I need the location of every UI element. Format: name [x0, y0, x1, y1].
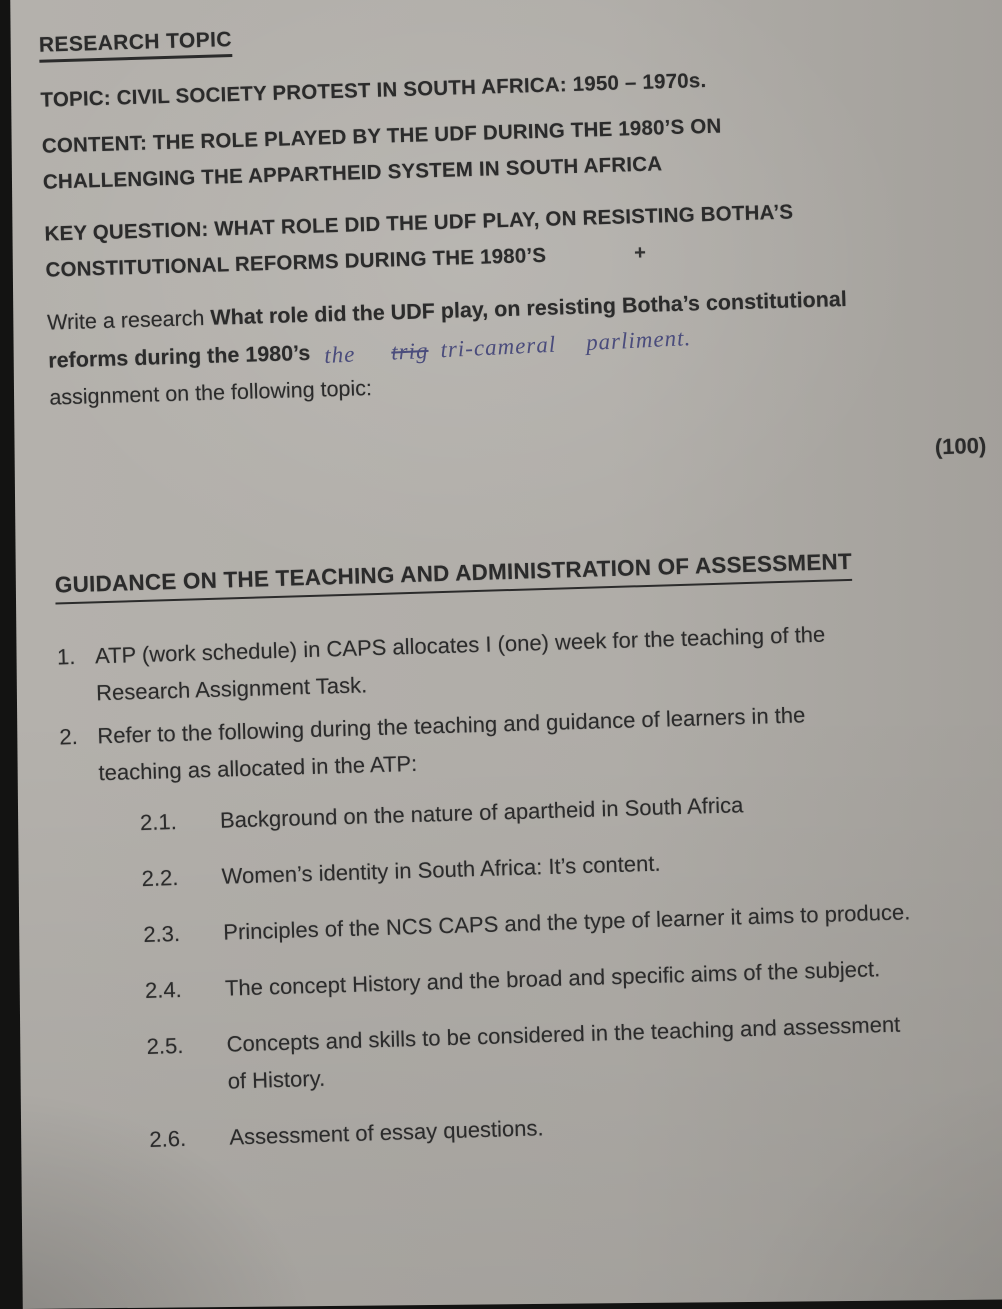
item-number: 2.2. [141, 864, 179, 892]
instruction-line-1: Write a research What role did the UDF play, on resisting Botha’s constitutional [46, 286, 848, 335]
instruction-paragraph [47, 276, 1000, 416]
key-question-line-1: KEY QUESTION: WHAT ROLE DID THE UDF PLAY, ON RESISTING BOTHA’S [44, 200, 794, 246]
list-item [146, 1002, 1002, 1102]
list-item [149, 1095, 1002, 1158]
item-text: Women’s identity in South Africa: It’s content. [221, 850, 661, 889]
list-item [144, 946, 1002, 1009]
item-text: Concepts and skills to be considered in the teaching and assessment of History. [226, 1011, 901, 1094]
instruction-line-3: assignment on the following topic: [49, 376, 373, 410]
content-heading-line-2: CHALLENGING THE APPARTHEID SYSTEM IN SOUTH AFRICA [42, 152, 663, 194]
item-text: ATP (work schedule) in CAPS allocates I (one) week for the teaching of the Research Assignment Task. [94, 621, 826, 706]
instruction-line-2: reforms during the 1980’s the trig tri-cameral parliment. [48, 313, 999, 379]
paper-sheet [10, 0, 1002, 1309]
research-topic-heading: RESEARCH TOPIC [39, 28, 233, 63]
crossed-out-word: trig [390, 337, 430, 365]
key-question-heading [44, 189, 996, 289]
content-heading-line-1: CONTENT: THE ROLE PLAYED BY THE UDF DURING THE 1980’S ON [41, 114, 722, 158]
marks-total: (100) [934, 432, 987, 460]
numbered-list [57, 610, 1002, 1160]
item-text: Assessment of essay questions. [229, 1115, 544, 1150]
item-number: 2.1. [139, 809, 178, 836]
list-item [139, 778, 1002, 841]
list-item [141, 834, 1002, 897]
document-content [9, 0, 1002, 1180]
guidance-heading: GUIDANCE ON THE TEACHING AND ADMINISTRATION OF ASSESSMENT [55, 547, 853, 605]
item-number: 2. [59, 723, 79, 750]
handwritten-word: parliment. [585, 325, 692, 356]
key-question-line-2: CONSTITUTIONAL REFORMS DURING THE 1980’S + [45, 224, 996, 288]
item-number: 2.6. [149, 1125, 187, 1152]
plus-mark: + [633, 241, 647, 265]
item-number: 2.4. [144, 976, 183, 1004]
item-number: 1. [56, 643, 76, 670]
item-text: Background on the nature of apartheid in South Africa [219, 792, 744, 833]
item-text: Principles of the NCS CAPS and the type of learner it aims to produce. [222, 899, 911, 945]
item-text: The concept History and the broad and specific aims of the subject. [224, 956, 881, 1001]
handwritten-word: the [323, 341, 357, 368]
list-item [143, 890, 1002, 953]
item-number: 2.5. [146, 1032, 184, 1060]
item-number: 2.3. [142, 920, 181, 948]
content-heading [41, 101, 993, 201]
handwritten-word: tri-cameral [439, 331, 557, 363]
item-text: Refer to the following during the teaching and guidance of learners in the teaching as allocated in the ATP: [97, 702, 806, 786]
topic-line: TOPIC: CIVIL SOCIETY PROTEST IN SOUTH AFRICA: 1950 – 1970s. [40, 68, 707, 112]
